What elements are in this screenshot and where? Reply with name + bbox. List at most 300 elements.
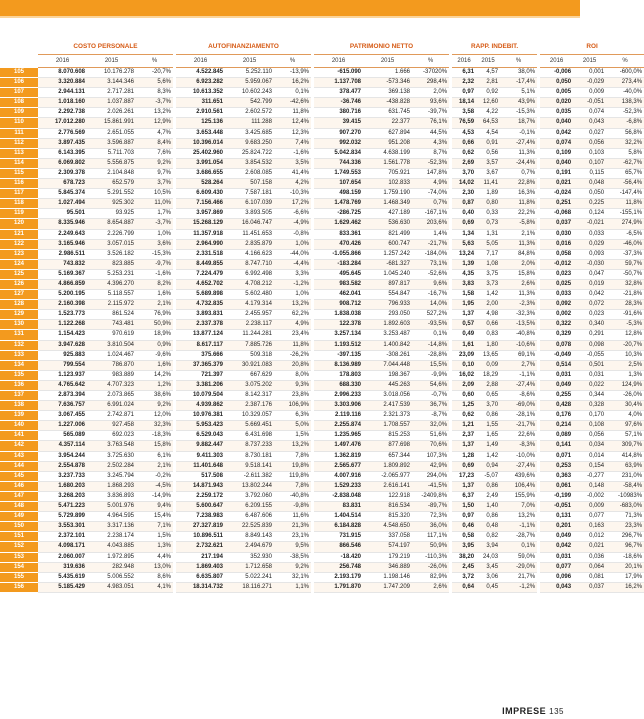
table-cell: 2.986.511: [38, 249, 87, 259]
table-cell: 1,58: [452, 290, 476, 300]
table-cell: -58,4%: [606, 481, 644, 491]
rank-cell: 146: [0, 481, 38, 491]
table-cell: 0,098: [573, 340, 606, 350]
table-row: [0, 300, 644, 310]
table-cell: 2,0%: [500, 259, 537, 269]
table-cell: -0,277: [573, 471, 606, 481]
table-cell: 0,253: [540, 461, 573, 471]
rank-cell: 111: [0, 128, 38, 138]
rank-cell: 115: [0, 168, 38, 178]
table-cell: 2.249.643: [38, 229, 87, 239]
table-cell: 8,7%: [412, 148, 449, 158]
table-cell: 23,09: [452, 350, 476, 360]
table-cell: -9,7%: [136, 259, 173, 269]
table-row: [0, 350, 644, 360]
table-row: [0, 522, 644, 532]
table-cell: 3.018.056: [363, 391, 412, 401]
table-cell: 3,73: [476, 279, 500, 289]
table-cell: 9.882.447: [176, 441, 225, 451]
table-cell: 83.831: [314, 502, 363, 512]
table-cell: 0,058: [540, 249, 573, 259]
table-cell: 8,0%: [274, 370, 311, 380]
table-cell: -10,0%: [500, 451, 537, 461]
table-cell: 18.314.732: [176, 582, 225, 592]
table-cell: 4,7%: [136, 128, 173, 138]
table-cell: 0,64: [452, 582, 476, 592]
table-cell: 0,048: [573, 179, 606, 189]
table-cell: 32,0%: [412, 421, 449, 431]
rank-cell: 129: [0, 310, 38, 320]
table-cell: 13,65: [476, 350, 500, 360]
table-cell: 1,5%: [136, 532, 173, 542]
table-cell: 7,6%: [136, 148, 173, 158]
table-cell: 721.397: [176, 370, 225, 380]
table-cell: -14,9%: [136, 491, 173, 501]
table-cell: 18,9%: [136, 330, 173, 340]
table-cell: 1,42: [476, 451, 500, 461]
table-cell: 5,05: [476, 239, 500, 249]
rank-cell: 109: [0, 108, 38, 118]
table-cell: 0,09: [476, 360, 500, 370]
table-cell: 11,8%: [500, 199, 537, 209]
table-cell: 743.481: [87, 320, 136, 330]
table-cell: 0,035: [540, 108, 573, 118]
table-row: [0, 98, 644, 108]
table-row: [0, 168, 644, 178]
table-cell: 4.652.702: [176, 279, 225, 289]
table-cell: 2,00: [476, 300, 500, 310]
table-cell: 5.001.976: [87, 502, 136, 512]
table-cell: 907.270: [314, 128, 363, 138]
table-cell: 3.897.435: [38, 138, 87, 148]
table-cell: 1.892.603: [363, 320, 412, 330]
table-cell: 445.263: [363, 380, 412, 390]
table-cell: 6,1%: [136, 451, 173, 461]
table-cell: -21,7%: [500, 421, 537, 431]
table-cell: 124,9%: [606, 380, 644, 390]
table-cell: 2,30: [452, 189, 476, 199]
table-cell: -8,6%: [500, 391, 537, 401]
table-cell: 3.057.015: [87, 239, 136, 249]
table-row: [0, 118, 644, 128]
rank-cell: 110: [0, 118, 38, 128]
table-cell: 0,83: [476, 330, 500, 340]
table-cell: 65,7%: [606, 168, 644, 178]
table-cell: -681.327: [363, 259, 412, 269]
table-cell: 816.534: [363, 502, 412, 512]
table-cell: 1.257.242: [363, 249, 412, 259]
table-cell: 1.666: [363, 68, 412, 78]
table-cell: 1.122.268: [38, 320, 87, 330]
table-cell: 2.455.957: [225, 310, 274, 320]
table-cell: 2.115.972: [87, 300, 136, 310]
table-cell: 528.264: [176, 179, 225, 189]
table-cell: 39.415: [314, 118, 363, 128]
table-cell: 0,131: [540, 512, 573, 522]
table-cell: 2.309.378: [38, 168, 87, 178]
table-cell: -1,2%: [274, 279, 311, 289]
table-cell: 0,66: [452, 138, 476, 148]
table-cell: -14,8%: [412, 340, 449, 350]
rank-cell: 123: [0, 249, 38, 259]
table-cell: 2,5%: [606, 360, 644, 370]
table-cell: 63,9%: [606, 461, 644, 471]
table-cell: 3.320.884: [38, 78, 87, 88]
table-cell: 125.136: [176, 118, 225, 128]
table-cell: 970.619: [87, 330, 136, 340]
table-cell: 1.809.892: [363, 461, 412, 471]
table-cell: 43,9%: [500, 98, 537, 108]
table-cell: 5,6%: [136, 78, 173, 88]
table-cell: 155,9%: [500, 491, 537, 501]
table-cell: 7,8%: [274, 451, 311, 461]
table-cell: 119,8%: [274, 471, 311, 481]
table-cell: -0,049: [540, 350, 573, 360]
table-cell: 0,074: [540, 138, 573, 148]
table-cell: 4.007.916: [314, 471, 363, 481]
table-row: [0, 199, 644, 209]
table-cell: 0,163: [573, 522, 606, 532]
table-cell: 9,3%: [274, 380, 311, 390]
table-cell: -2.838.048: [314, 491, 363, 501]
table-body: [0, 68, 644, 593]
table-cell: 4,53: [452, 128, 476, 138]
table-cell: 1,95: [452, 300, 476, 310]
table-cell: -5,07: [476, 471, 500, 481]
table-cell: 10,3%: [606, 350, 644, 360]
table-cell: 273,4%: [606, 78, 644, 88]
table-cell: 4.043.885: [87, 542, 136, 552]
column-header: %: [500, 55, 537, 68]
table-cell: -615.090: [314, 68, 363, 78]
column-header: 2016: [540, 55, 573, 68]
table-cell: 294,0%: [412, 471, 449, 481]
table-cell: 5,8%: [606, 148, 644, 158]
table-cell: -21,7%: [412, 239, 449, 249]
table-cell: -10983%: [606, 491, 644, 501]
table-cell: 0,034: [573, 441, 606, 451]
table-cell: 0,9%: [136, 340, 173, 350]
table-cell: 0,077: [573, 512, 606, 522]
table-cell: 11,6%: [274, 512, 311, 522]
table-cell: 1.712.658: [225, 562, 274, 572]
table-row: [0, 108, 644, 118]
table-cell: -1,1%: [500, 522, 537, 532]
rank-cell: 122: [0, 239, 38, 249]
table-cell: 14,2%: [136, 370, 173, 380]
table-cell: 0,005: [540, 88, 573, 98]
column-header: 2016: [452, 55, 476, 68]
table-cell: 3,72: [452, 572, 476, 582]
table-cell: 1.561.778: [363, 158, 412, 168]
table-cell: 4,22: [476, 108, 500, 118]
table-cell: -91,6%: [606, 310, 644, 320]
table-cell: 2.616.141: [363, 481, 412, 491]
table-cell: 0,201: [540, 522, 573, 532]
table-cell: -52,3%: [412, 158, 449, 168]
table-cell: 3.317.136: [87, 522, 136, 532]
table-cell: 0,050: [540, 78, 573, 88]
financial-table-container: [0, 40, 643, 593]
table-cell: 3.268.203: [38, 491, 87, 501]
table-cell: 82,9%: [412, 572, 449, 582]
table-cell: 0,047: [573, 269, 606, 279]
table-cell: 56,8%: [606, 128, 644, 138]
table-cell: -0,012: [540, 259, 573, 269]
table-cell: 1.708.557: [363, 421, 412, 431]
table-cell: 821.499: [363, 229, 412, 239]
table-cell: -5,3%: [606, 320, 644, 330]
table-cell: 2.910.561: [176, 108, 225, 118]
table-cell: 1,42: [476, 290, 500, 300]
table-cell: 256.748: [314, 562, 363, 572]
table-cell: 19,8%: [274, 461, 311, 471]
table-row: [0, 572, 644, 582]
table-row: [0, 542, 644, 552]
table-cell: 815.253: [363, 431, 412, 441]
column-header: 2015: [573, 55, 606, 68]
table-cell: 0,109: [540, 148, 573, 158]
table-cell: 0,037: [540, 219, 573, 229]
table-cell: 96,7%: [606, 542, 644, 552]
table-cell: 3.075.202: [225, 380, 274, 390]
table-cell: 14,02: [452, 179, 476, 189]
column-header: %: [136, 55, 173, 68]
table-cell: 38,0%: [500, 68, 537, 78]
table-row: [0, 421, 644, 431]
table-cell: 6.107.039: [225, 199, 274, 209]
rank-cell: 132: [0, 340, 38, 350]
table-cell: 54,6%: [412, 380, 449, 390]
table-cell: -46,0%: [606, 239, 644, 249]
table-cell: 2.104.848: [87, 168, 136, 178]
table-cell: 1,31: [476, 229, 500, 239]
table-cell: 11,8%: [274, 108, 311, 118]
table-cell: 0,108: [573, 421, 606, 431]
table-cell: -6,6%: [274, 209, 311, 219]
rank-cell: 148: [0, 502, 38, 512]
table-cell: 2.944.131: [38, 88, 87, 98]
table-cell: -2,3%: [500, 300, 537, 310]
table-cell: 10.976.381: [176, 411, 225, 421]
table-cell: 4.098.171: [38, 542, 87, 552]
table-cell: 4.732.835: [176, 300, 225, 310]
table-cell: 4.983.051: [87, 582, 136, 592]
table-cell: 0,94: [476, 461, 500, 471]
table-cell: 4.765.642: [38, 380, 87, 390]
table-row: [0, 310, 644, 320]
table-cell: 0,62: [452, 148, 476, 158]
table-cell: -9,9%: [412, 370, 449, 380]
table-cell: 3.653.448: [176, 128, 225, 138]
rank-cell: 116: [0, 179, 38, 189]
table-cell: 5.042.834: [314, 148, 363, 158]
table-cell: -37020%: [412, 68, 449, 78]
table-row: [0, 320, 644, 330]
table-cell: 15,4%: [136, 512, 173, 522]
table-row: [0, 128, 644, 138]
table-cell: 1.227.006: [38, 421, 87, 431]
header-color-band: [0, 0, 580, 18]
table-cell: 0,043: [573, 118, 606, 128]
column-header: %: [274, 55, 311, 68]
table-cell: 20,8%: [274, 360, 311, 370]
table-cell: 4.638.199: [363, 148, 412, 158]
table-row: [0, 441, 644, 451]
table-cell: 0,363: [540, 471, 573, 481]
table-cell: 13.802.244: [225, 481, 274, 491]
table-cell: -74,0%: [412, 189, 449, 199]
table-cell: 0,016: [540, 239, 573, 249]
table-cell: 0,081: [573, 572, 606, 582]
table-cell: 9.411.303: [176, 451, 225, 461]
table-cell: 2.835.879: [225, 239, 274, 249]
table-cell: 0,148: [573, 481, 606, 491]
table-cell: 15,8%: [136, 441, 173, 451]
table-row: [0, 532, 644, 542]
table-cell: 5.185.429: [38, 582, 87, 592]
table-cell: 3.686.655: [176, 168, 225, 178]
table-cell: 9,2%: [274, 562, 311, 572]
table-cell: 866.546: [314, 542, 363, 552]
table-cell: 41,4%: [274, 168, 311, 178]
table-cell: 11,8%: [606, 199, 644, 209]
table-cell: 0,021: [573, 542, 606, 552]
table-cell: 6.923.282: [176, 78, 225, 88]
table-cell: -40,0%: [606, 88, 644, 98]
table-cell: -20,7%: [606, 340, 644, 350]
table-cell: 7,17: [476, 249, 500, 259]
rank-header: [0, 40, 38, 55]
table-cell: -3,7%: [136, 219, 173, 229]
table-cell: 23,4%: [274, 330, 311, 340]
table-cell: 22,6%: [500, 431, 537, 441]
rank-cell: 154: [0, 562, 38, 572]
table-cell: 0,1%: [500, 542, 537, 552]
table-cell: 2,0%: [412, 88, 449, 98]
table-cell: 0,141: [540, 441, 573, 451]
table-cell: 84,8%: [500, 249, 537, 259]
table-cell: 427.189: [363, 209, 412, 219]
table-cell: 0,093: [573, 249, 606, 259]
table-cell: 2.060.007: [38, 552, 87, 562]
table-cell: 3,70: [452, 168, 476, 178]
table-cell: 2.259.172: [176, 491, 225, 501]
table-cell: 107.654: [314, 179, 363, 189]
table-cell: 3.144.346: [87, 78, 136, 88]
table-cell: 11,3%: [500, 239, 537, 249]
table-row: [0, 279, 644, 289]
table-cell: 1,1%: [274, 582, 311, 592]
table-cell: 36,7%: [412, 401, 449, 411]
table-cell: 0,86: [476, 512, 500, 522]
table-cell: -17,4%: [500, 78, 537, 88]
table-cell: 1,55: [476, 421, 500, 431]
table-cell: 2.193.179: [314, 572, 363, 582]
table-cell: 0,012: [573, 532, 606, 542]
table-cell: 7,8%: [274, 481, 311, 491]
table-cell: -286.725: [314, 209, 363, 219]
table-cell: 9.518.141: [225, 461, 274, 471]
table-cell: -40,8%: [274, 491, 311, 501]
table-cell: 1,2%: [136, 380, 173, 390]
table-cell: 2,1%: [500, 229, 537, 239]
table-row: [0, 431, 644, 441]
table-cell: -18.420: [314, 552, 363, 562]
rank-cell: 155: [0, 572, 38, 582]
table-cell: 2,6%: [412, 582, 449, 592]
table-cell: -93,5%: [412, 320, 449, 330]
column-header: 2015: [363, 55, 412, 68]
table-cell: 282.948: [87, 562, 136, 572]
table-cell: 5.711.703: [87, 148, 136, 158]
table-cell: 1,61: [452, 340, 476, 350]
table-cell: 1,89: [476, 189, 500, 199]
table-cell: 38,20: [452, 552, 476, 562]
table-cell: 0,49: [452, 330, 476, 340]
table-cell: -600,0%: [606, 68, 644, 78]
table-cell: 274,9%: [606, 219, 644, 229]
footer-brand: IMPRESE: [502, 706, 547, 716]
table-row: [0, 269, 644, 279]
table-row: [0, 471, 644, 481]
table-cell: 32,3%: [136, 421, 173, 431]
table-cell: 815.320: [363, 512, 412, 522]
table-cell: 18,7%: [500, 118, 537, 128]
table-cell: 0,154: [573, 461, 606, 471]
table-row: [0, 481, 644, 491]
table-cell: 3.991.054: [176, 158, 225, 168]
table-cell: 0,031: [540, 370, 573, 380]
table-cell: -20,7%: [136, 68, 173, 78]
table-cell: -5,8%: [500, 219, 537, 229]
table-cell: 574.197: [363, 542, 412, 552]
table-cell: 3,5%: [274, 158, 311, 168]
table-cell: 3.792.060: [225, 491, 274, 501]
table-cell: 231,0%: [606, 471, 644, 481]
table-cell: 6.609.430: [176, 189, 225, 199]
rank-cell: 130: [0, 320, 38, 330]
table-cell: 0,027: [573, 128, 606, 138]
column-header: 2016: [176, 55, 225, 68]
table-cell: -28,1%: [500, 411, 537, 421]
table-cell: 0,170: [573, 411, 606, 421]
table-cell: -1.055.866: [314, 249, 363, 259]
table-cell: 12,9%: [136, 118, 173, 128]
table-cell: 10.602.243: [225, 88, 274, 98]
table-cell: 4,57: [476, 68, 500, 78]
rank-cell: 149: [0, 512, 38, 522]
rank-cell: 147: [0, 491, 38, 501]
table-cell: 0,428: [540, 401, 573, 411]
table-cell: 600.747: [363, 239, 412, 249]
table-cell: 0,124: [573, 209, 606, 219]
table-row: [0, 290, 644, 300]
table-cell: 0,514: [540, 360, 573, 370]
table-cell: 2,81: [476, 78, 500, 88]
table-cell: 0,033: [573, 229, 606, 239]
table-cell: 102.833: [363, 179, 412, 189]
table-cell: 1.235.965: [314, 431, 363, 441]
table-cell: 0,033: [540, 290, 573, 300]
table-cell: -18,6%: [606, 552, 644, 562]
table-cell: 2,7%: [500, 360, 537, 370]
table-cell: 3.237.733: [38, 471, 87, 481]
table-cell: 0,064: [573, 562, 606, 572]
table-cell: 1.759.190: [363, 189, 412, 199]
table-cell: 1,0%: [274, 239, 311, 249]
table-cell: 4,3%: [412, 138, 449, 148]
